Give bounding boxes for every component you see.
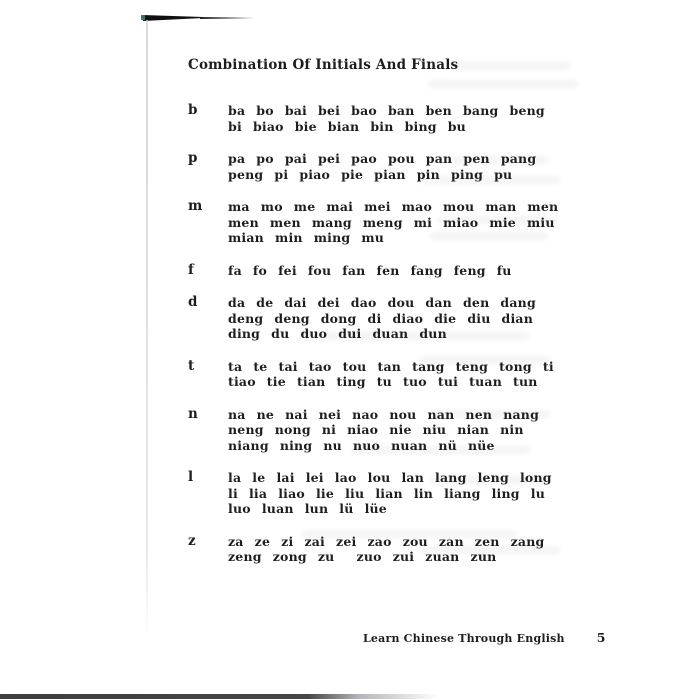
initial-row-f xyxy=(188,263,618,279)
initial-row-n xyxy=(188,407,618,454)
syllable-block xyxy=(228,534,618,565)
syllable-line: luo luan lun lü lüe xyxy=(228,501,387,516)
syllable-line: mian min ming mu xyxy=(228,230,385,245)
syllable-line: peng pi piao pie pian pin ping pu xyxy=(228,166,513,182)
page-footer xyxy=(363,627,605,646)
syllable-line: na ne nai nei nao nou nan nen nang xyxy=(228,406,540,422)
syllable-block xyxy=(228,407,618,454)
syllable-block xyxy=(228,151,618,182)
photo-bottom-edge xyxy=(0,694,440,699)
page-edge-line xyxy=(146,20,148,640)
book-page xyxy=(188,57,618,582)
footer-book-title: Learn Chinese Through English xyxy=(363,632,565,645)
initial-row-l xyxy=(188,470,618,517)
syllable-line: deng deng dong di diao die diu dian xyxy=(228,310,534,326)
initial-letter: f xyxy=(188,261,194,278)
initial-row-t xyxy=(188,359,618,390)
page-title: Combination Of Initials And Finals xyxy=(188,57,459,73)
initial-letter: d xyxy=(188,294,198,310)
syllable-line: la le lai lei lao lou lan lang leng long xyxy=(228,470,552,485)
syllable-line: zeng zong zu zuo zui zuan zun xyxy=(228,549,497,564)
syllable-line: da de dai dei dao dou dan den dang xyxy=(228,295,536,310)
initial-letter: m xyxy=(188,198,203,214)
syllable-line: bi biao bie bian bin bing bu xyxy=(228,118,466,134)
syllable-line: neng nong ni niao nie niu nian nin xyxy=(228,422,524,437)
initial-letter: z xyxy=(188,532,196,549)
syllable-block xyxy=(228,199,618,246)
syllable-line: za ze zi zai zei zao zou zan zen zang xyxy=(228,533,545,549)
initial-row-m xyxy=(188,199,618,246)
page-edge-mark-tip xyxy=(141,15,145,20)
syllable-line: fa fo fei fou fan fen fang feng fu xyxy=(228,262,512,278)
syllable-line: ba bo bai bei bao ban ben bang beng xyxy=(228,103,545,118)
syllable-line: pa po pai pei pao pou pan pen pang xyxy=(228,151,537,166)
syllable-line: niang ning nu nuo nuan nü nüe xyxy=(228,437,495,453)
initial-letter: n xyxy=(188,405,198,422)
syllable-line: li lia liao lie liu lian lin liang ling lu xyxy=(228,485,545,501)
syllable-block xyxy=(228,103,618,134)
syllable-line: ding du duo dui duan dun xyxy=(228,326,447,341)
initial-row-z xyxy=(188,534,618,565)
syllable-block xyxy=(228,263,618,279)
page-edge-mark-tail xyxy=(200,17,255,19)
page-edge-mark xyxy=(143,14,203,21)
initial-row-p xyxy=(188,151,618,182)
initial-row-d xyxy=(188,295,618,342)
syllable-block xyxy=(228,470,618,517)
syllable-block xyxy=(228,295,618,342)
footer-page-number: 5 xyxy=(596,630,606,645)
initial-letter: b xyxy=(188,102,198,118)
initial-letter: l xyxy=(188,469,194,485)
syllable-line: ma mo me mai mei mao mou man men xyxy=(228,199,559,214)
initial-letter: t xyxy=(188,357,195,374)
initial-letter: p xyxy=(188,150,198,166)
syllable-block xyxy=(228,359,618,390)
syllable-line: tiao tie tian ting tu tuo tui tuan tun xyxy=(228,374,538,389)
syllable-line: ta te tai tao tou tan tang teng tong ti xyxy=(228,358,554,374)
syllable-line: men men mang meng mi miao mie miu xyxy=(228,214,555,230)
initial-row-b xyxy=(188,103,618,134)
